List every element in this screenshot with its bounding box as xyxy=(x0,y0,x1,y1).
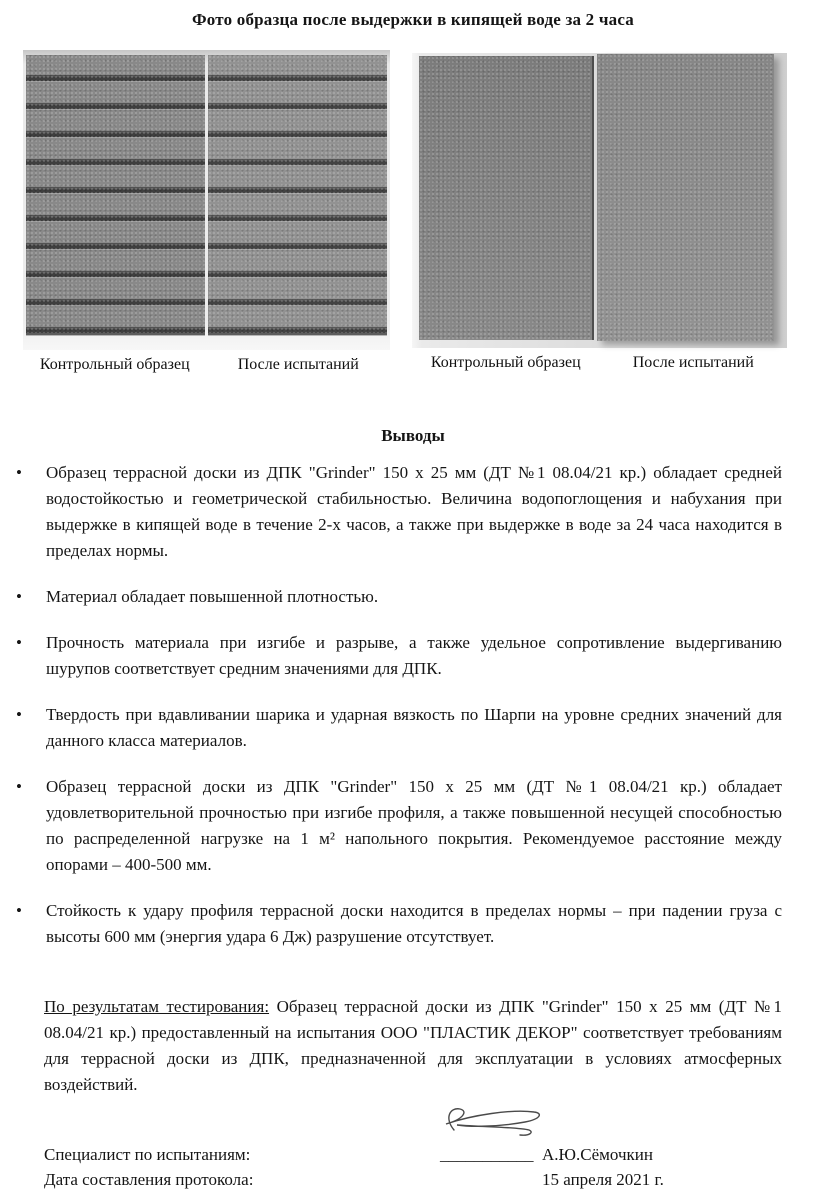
page-title: Фото образца после выдержки в кипящей воде за 2 часа xyxy=(192,10,634,29)
signature-rows xyxy=(44,1142,782,1192)
protocol-date-label: Дата составления протокола: xyxy=(44,1170,254,1189)
smooth-board-control xyxy=(419,56,594,340)
summary-text: Образец террасной доски из ДПК "Grinder" 150 х 25 мм (ДТ №1 08.04/21 кр.) предоставленный на испытания ООО "ПЛАСТИК ДЕКОР" соответствует требованиям для террасной доски из ДПК, предназначенной для эксплуатации в условиях атмосферных воздействий. xyxy=(44,997,782,1094)
summary-lead: По результатам тестирования: xyxy=(44,997,270,1016)
conclusions-heading: Выводы xyxy=(381,426,445,445)
specialist-label: Специалист по испытаниям: xyxy=(44,1145,251,1164)
conclusion-item: • Образец террасной доски из ДПК "Grinder" 150 х 25 мм (ДТ №1 08.04/21 кр.) обладает удовлетворительной прочностью при изгибе профиля, а также повышенной несущей способностью по распределенной нагрузке на 1 м² напольного покрытия. Рекомендуемое расстояние между опорами – 400-500 мм. xyxy=(44,774,782,878)
handwritten-signature xyxy=(430,1098,548,1144)
specialist-name: А.Ю.Сёмочкин xyxy=(542,1145,653,1164)
empty-cell xyxy=(440,1167,542,1192)
figure-smooth-samples xyxy=(412,50,787,374)
signature-block xyxy=(44,1142,782,1192)
conclusion-item: • Прочность материала при изгибе и разрыве, а также удельное сопротивление выдергиванию шурупов соответствует средним значениями для ДПК. xyxy=(44,630,782,682)
photo-grooved-samples xyxy=(23,50,390,350)
grooved-captions xyxy=(23,356,390,374)
signature-line: ___________ xyxy=(440,1145,534,1164)
grooved-boards xyxy=(26,55,387,335)
test-summary-paragraph xyxy=(44,994,782,1098)
caption-control-sample: Контрольный образец xyxy=(430,354,581,371)
caption-control-sample: Контрольный образец xyxy=(39,356,190,373)
photo-smooth-samples xyxy=(412,53,787,348)
figure-grooved-samples xyxy=(23,50,390,374)
photos-row xyxy=(23,50,826,374)
smooth-board-tested xyxy=(597,54,774,341)
protocol-date-value: 15 апреля 2021 г. xyxy=(542,1170,664,1189)
caption-after-tests: После испытаний xyxy=(632,354,754,371)
conclusion-item: • Стойкость к удару профиля террасной доски находится в пределах нормы – при падении груза с высоты 600 мм (энергия удара 6 Дж) разрушение отсутствует. xyxy=(44,898,782,950)
conclusion-item: • Образец террасной доски из ДПК "Grinder" 150 х 25 мм (ДТ №1 08.04/21 кр.) обладает средней водостойкостью и геометрической стабильностью. Величина водопоглощения и набухания при выдержке в кипящей воде в течение 2-х часов, а также при выдержке в воде за 24 часа находится в пределах нормы. xyxy=(44,460,782,564)
smooth-captions xyxy=(412,354,787,372)
grooved-board-control xyxy=(26,55,205,335)
conclusions-section xyxy=(0,426,826,1192)
caption-after-tests: После испытаний xyxy=(237,356,359,373)
grooved-board-tested xyxy=(208,55,387,335)
conclusions-list xyxy=(44,460,782,950)
conclusion-item: • Материал обладает повышенной плотностью. xyxy=(44,584,782,610)
conclusion-item: • Твердость при вдавливании шарика и ударная вязкость по Шарпи на уровне средних значений для данного класса материалов. xyxy=(44,702,782,754)
